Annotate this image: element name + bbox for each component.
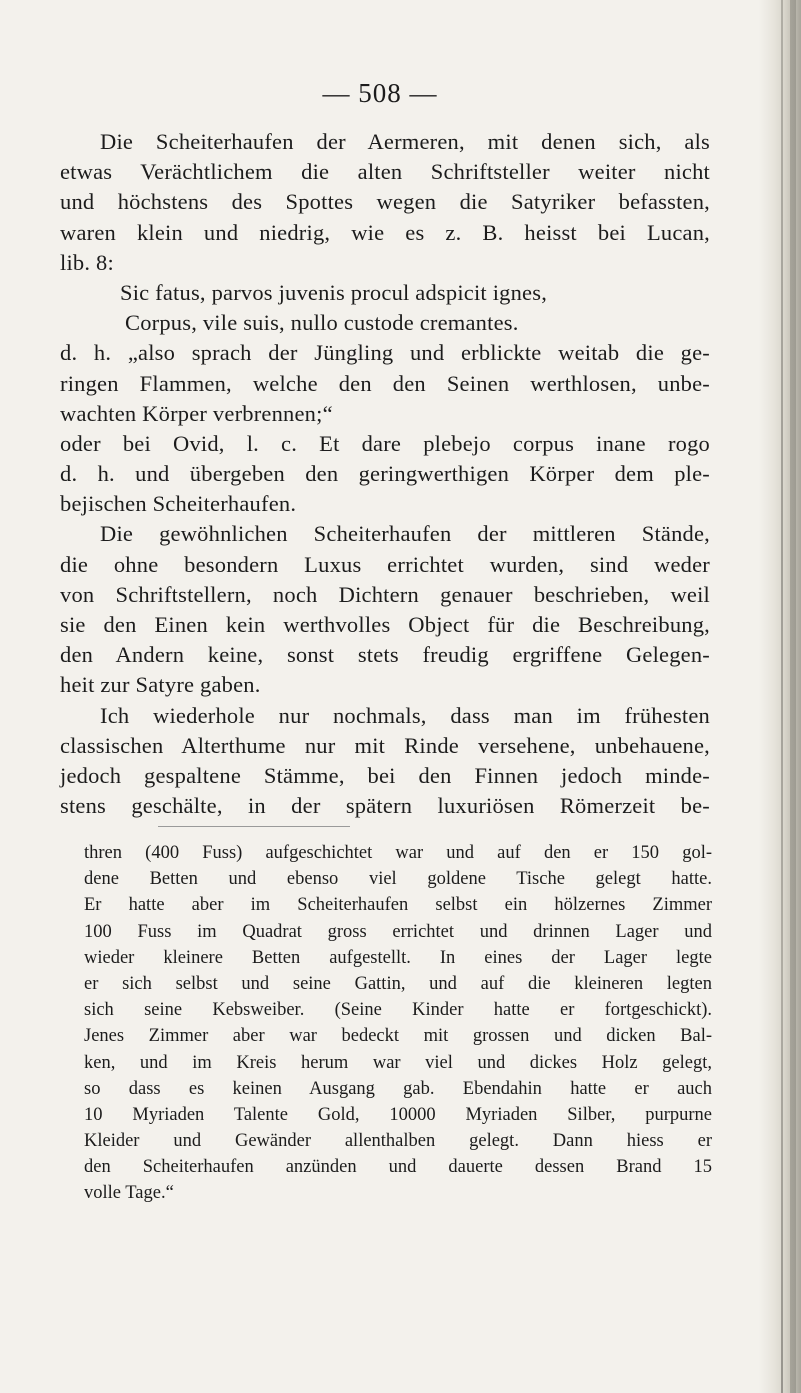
verse-line: Sic fatus, parvos juvenis procul adspicit ignes, xyxy=(120,279,548,305)
text-line: d. h. und übergeben den geringwerthigen Körper dem ple- xyxy=(60,461,710,487)
footnote-line: Jenes Zimmer aber war bedeckt mit grossen und dicken Bal- xyxy=(84,1026,712,1047)
text-line: waren klein und niedrig, wie es z. B. heisst bei Lucan, xyxy=(60,219,710,245)
page-edge-line xyxy=(781,0,783,1393)
text-line: die ohne besondern Luxus errichtet wurden, sind weder xyxy=(60,551,710,577)
text-line: d. h. „also sprach der Jüngling und erblickte weitab die ge- xyxy=(60,340,710,366)
footnote-line: den Scheiterhaufen anzünden und dauerte dessen Brand 15 xyxy=(84,1157,712,1178)
text-line: Die Scheiterhaufen der Aermeren, mit denen sich, als xyxy=(100,129,710,154)
page-number: — 508 — xyxy=(322,78,438,108)
text-line: bejischen Scheiterhaufen. xyxy=(60,491,297,517)
text-line: sie den Einen kein werthvolles Object für die Beschreibung, xyxy=(60,612,710,637)
text-line: von Schriftstellern, noch Dichtern genauer beschrieben, weil xyxy=(60,581,710,607)
footnote-line: er sich selbst und seine Gattin, und auf die kleineren legten xyxy=(84,973,712,994)
main-text xyxy=(60,127,710,821)
binding-edge xyxy=(790,0,796,1393)
footnote-line: 10 Myriaden Talente Gold, 10000 Myriaden Silber, purpurne xyxy=(84,1104,712,1125)
footnote-separator xyxy=(158,826,350,827)
footnote-line: wieder kleinere Betten aufgestellt. In eines der Lager legte xyxy=(84,947,712,968)
footnote-line: Er hatte aber im Scheiterhaufen selbst ein hölzernes Zimmer xyxy=(84,895,712,916)
text-line: heit zur Satyre gaben. xyxy=(60,672,261,698)
footnote-line: ken, und im Kreis herum war viel und dickes Holz gelegt, xyxy=(84,1052,712,1073)
text-line: oder bei Ovid, l. c. Et dare plebejo corpus inane rogo xyxy=(60,430,710,456)
footnote-line: sich seine Kebsweiber. (Seine Kinder hatte er fortgeschickt). xyxy=(84,1000,712,1021)
text-line: wachten Körper verbrennen;“ xyxy=(60,400,333,426)
footnote-line: thren (400 Fuss) aufgeschichtet war und auf den er 150 gol- xyxy=(84,843,712,863)
footnote-line: 100 Fuss im Quadrat gross errichtet und drinnen Lager und xyxy=(84,921,712,942)
footnote-line: Kleider und Gewänder allenthalben gelegt. Dann hiess er xyxy=(84,1131,712,1152)
text-line: classischen Alterthume nur mit Rinde versehene, unbehauene, xyxy=(60,732,710,758)
text-line: und höchstens des Spottes wegen die Satyriker befassten, xyxy=(60,189,710,215)
text-line: stens geschälte, in der spätern luxuriösen Römerzeit be- xyxy=(60,793,710,819)
text-line: jedoch gespaltene Stämme, bei den Finnen jedoch minde- xyxy=(60,762,710,788)
footnote-line: dene Betten und ebenso viel goldene Tische gelegt hatte. xyxy=(84,869,712,890)
text-line: ringen Flammen, welche den den Seinen werthlosen, unbe- xyxy=(60,370,710,396)
footnote-line: so dass es keinen Ausgang gab. Ebendahin hatte er auch xyxy=(84,1078,712,1099)
text-line: Die gewöhnlichen Scheiterhaufen der mittleren Stände, xyxy=(100,521,710,547)
verse-line: Corpus, vile suis, nullo custode cremantes. xyxy=(125,310,519,336)
footnote-line: volle Tage.“ xyxy=(84,1183,174,1204)
text-line: den Andern keine, sonst stets freudig ergriffene Gelegen- xyxy=(60,642,710,668)
text-line: etwas Verächtlichem die alten Schriftsteller weiter nicht xyxy=(60,159,710,185)
text-line: lib. 8: xyxy=(60,249,114,275)
text-line: Ich wiederhole nur nochmals, dass man im frühesten xyxy=(100,702,710,728)
footnote xyxy=(84,840,712,1207)
